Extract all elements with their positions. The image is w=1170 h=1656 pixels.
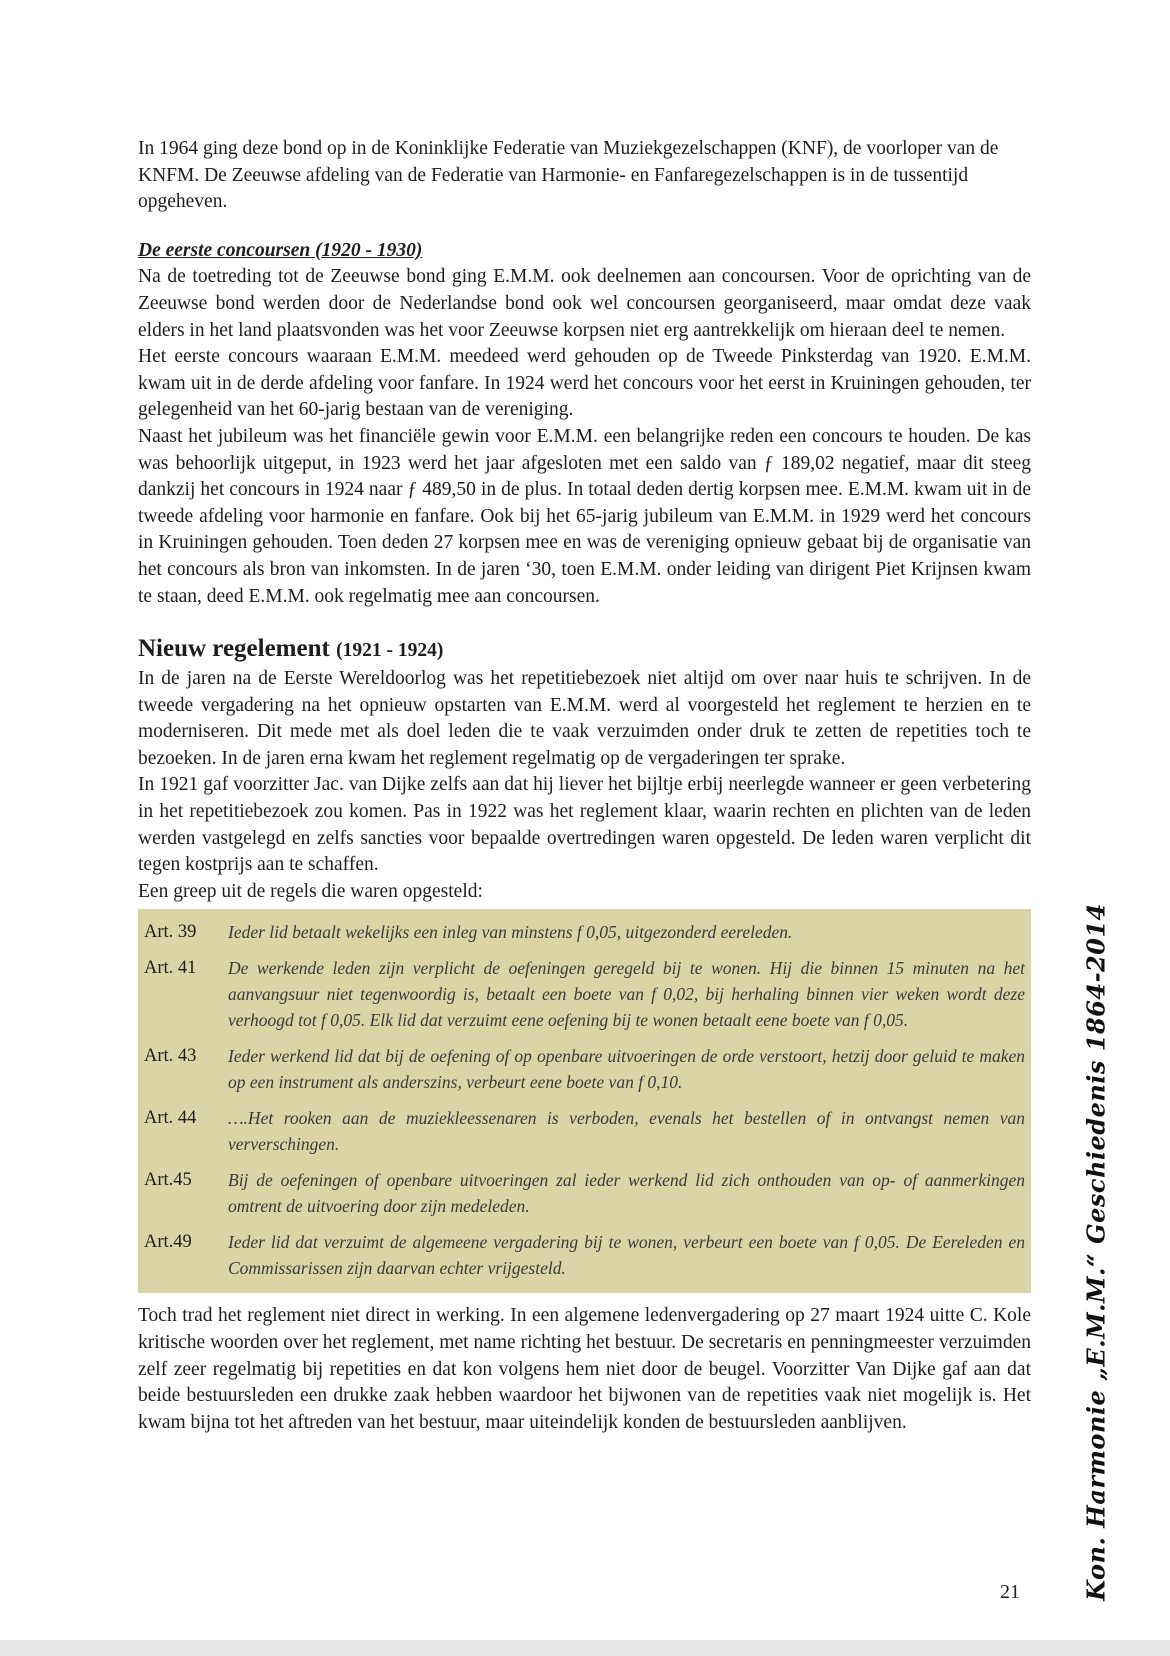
page-number: 21 [1000, 1581, 1020, 1603]
rule-text: Ieder lid betaalt wekelijks een inleg van minstens f 0,05, uitgezonderd eereleden. [228, 922, 793, 943]
section-heading-concoursen: De eerste concoursen (1920 - 1930) [138, 239, 423, 261]
paragraph-concoursen-1: Na de toetreding tot de Zeeuwse bond ging E.M.M. ook deelnemen aan concoursen. Voor de oprichting van de Zeeuwse bond werden door de Nederlandse bond ook wel concoursen georganiseerd, maar omdat deze vaak elders in het land plaatsvonden was het voor Zeeuwse korpsen niet erg aantrekkelijk om hieraan deel te nemen. [138, 266, 1031, 341]
rule-article: Art. 39 [144, 922, 197, 943]
rule-article: Art.49 [144, 1232, 192, 1253]
rule-text: ….Het rooken aan de muziekleessenaren is verboden, evenals het bestellen of in ontvangst nemen van ververschingen. [228, 1108, 1025, 1155]
rule-item [144, 951, 1025, 1039]
paragraph-concoursen-2: Het eerste concours waaraan E.M.M. meedeed werd gehouden op de Tweede Pinksterdag van 1920. E.M.M. kwam uit in de derde afdeling voor fanfare. In 1924 werd het concours voor het eerst in Kruiningen gehouden, ter gelegenheid van het 60-jarig bestaan van de vereniging. [138, 346, 1031, 421]
rule-article: Art. 44 [144, 1108, 197, 1129]
rule-text: Bij de oefeningen of openbare uitvoeringen zal ieder werkend lid zich onthouden van op- of aanmerkingen omtrent de uitvoering door zijn medeleden. [228, 1170, 1025, 1217]
rule-text: Ieder lid dat verzuimt de algemeene vergadering bij te wonen, verbeurt een boete van f 0,05. De Eereleden en Commissarissen zijn daarvan echter vrijgesteld. [228, 1232, 1025, 1279]
section-heading-reglement [138, 634, 1031, 666]
rule-item [144, 1225, 1025, 1287]
rule-article: Art.45 [144, 1170, 192, 1191]
page-body [138, 136, 1031, 1436]
bottom-edge-bar [0, 1640, 1170, 1656]
rule-text: Ieder werkend lid dat bij de oefening of op openbare uitvoeringen de orde verstoort, hetzij door geluid te maken op een instrument als anderszins, verbeurt eene boete van f 0,10. [228, 1046, 1025, 1093]
intro-paragraph: In 1964 ging deze bond op in de Koninklijke Federatie van Muziekgezelschappen (KNF), de voorloper van de KNFM. De Zeeuwse afdeling van de Federatie van Harmonie- en Fanfaregezelschappen is in de tussentijd opgeheven. [138, 138, 999, 213]
rule-article: Art. 43 [144, 1046, 197, 1067]
rule-item [144, 1163, 1025, 1225]
paragraph-reglement-4: Toch trad het reglement niet direct in werking. In een algemene ledenvergadering op 27 maart 1924 uitte C. Kole kritische woorden over het reglement, met name richting het bestuur. De secretaris en penningmeester verzuimden zelf zeer regelmatig bij repetities en dat kon volgens hem niet door de beugel. Voorzitter Van Dijke gaf aan dat beide bestuursleden een drukke zaak hebben waardoor het bijwonen van de repetities vaak niet mogelijk is. Het kwam bijna tot het aftreden van het bestuur, maar uiteindelijk konden de bestuursleden aanblijven. [138, 1305, 1031, 1433]
paragraph-reglement-3: Een greep uit de regels die waren opgesteld: [138, 880, 483, 902]
vertical-book-title: Kon. Harmonie „E.M.M.“ Geschiedenis 1864-2014 [1081, 903, 1111, 1601]
rule-article: Art. 41 [144, 958, 197, 979]
paragraph-reglement-1: In de jaren na de Eerste Wereldoorlog was het repetitiebezoek niet altijd om over naar huis te schrijven. In de tweede vergadering na het opnieuw opstarten van E.M.M. werd al voorgesteld het reglement te herzien en te moderniseren. Dit mede met als doel leden die te vaak verzuimden onder druk te zetten de repetities toch te bezoeken. In de jaren erna kwam het reglement regelmatig op de vergaderingen ter sprake. [138, 668, 1031, 769]
paragraph-concoursen-3: Naast het jubileum was het financiële gewin voor E.M.M. een belangrijke reden een concours te houden. De kas was behoorlijk uitgeput, in 1923 werd het jaar afgesloten met een saldo van ƒ 189,02 negatief, maar dit steeg dankzij het concours in 1924 naar ƒ 489,50 in de plus. In totaal deden dertig korpsen mee. E.M.M. kwam uit in de tweede afdeling voor harmonie en fanfare. Ook bij het 65-jarig jubileum van E.M.M. in 1929 werd het concours in Kruiningen gehouden. Toen deden 27 korpsen mee en was de vereniging opnieuw gebaat bij de organisatie van het concours als bron van inkomsten. In de jaren ‘30, toen E.M.M. onder leiding van dirigent Piet Krijnsen kwam te staan, deed E.M.M. ook regelmatig mee aan concoursen. [138, 425, 1031, 607]
rule-text: De werkende leden zijn verplicht de oefeningen geregeld bij te wonen. Hij die binnen 15 minuten na het aanvangsuur niet tegenwoordig is, betaalt een boete van f 0,02, bij herhaling binnen vier weken wordt deze verhoogd tot f 0,05. Elk lid dat verzuimt eene oefening bij te wonen betaalt eene boete van f 0,05. [228, 958, 1025, 1031]
rule-item [144, 1101, 1025, 1163]
rules-box [138, 909, 1031, 1293]
section-heading-reglement-title: Nieuw regelement [138, 635, 330, 663]
rule-item [144, 1039, 1025, 1101]
rule-item [144, 915, 1025, 951]
section-heading-reglement-years: (1921 - 1924) [336, 640, 444, 662]
paragraph-reglement-2: In 1921 gaf voorzitter Jac. van Dijke zelfs aan dat hij liever het bijltje erbij neerlegde wanneer er geen verbetering in het repetitiebezoek zou komen. Pas in 1922 was het reglement klaar, waarin rechten en plichten van de leden werden vastgelegd en zelfs sancties voor bepaalde overtredingen waren opgesteld. De leden waren verplicht dit tegen kostprijs aan te schaffen. [138, 774, 1031, 876]
